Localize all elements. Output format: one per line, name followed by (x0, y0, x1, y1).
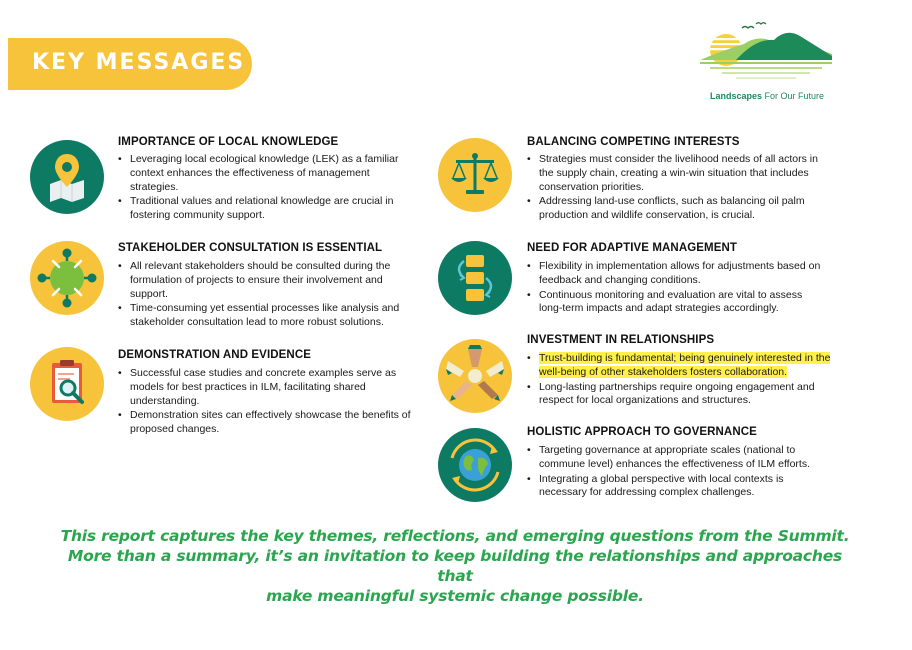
local-knowledge-bullets (118, 153, 414, 224)
map-pin-icon (30, 140, 104, 214)
list-item: • Continuous monitoring and evaluation are vital to assess long-term impacts and adapt strategies accordingly. (527, 289, 827, 317)
list-item: • Traditional values and relational knowledge are crucial in fostering community support. (118, 195, 414, 223)
joined-hands-icon (438, 339, 512, 413)
stakeholder-bullets (118, 260, 414, 331)
list-item (527, 352, 832, 380)
list-item: • Leveraging local ecological knowledge (LEK) as a familiar context enhances the effectiveness of management strategies. (118, 153, 414, 194)
list-item: • Long-lasting partnerships require ongoing engagement and respect for local organizations and structures. (527, 381, 832, 409)
stakeholder-icon-circle (30, 241, 104, 315)
adaptive-flow-icon (438, 241, 512, 315)
logo-brand-bold: Landscapes (709, 91, 762, 101)
closing-statement (60, 526, 850, 606)
demonstration-icon-circle (30, 347, 104, 421)
governance-icon-circle (438, 428, 512, 502)
list-item: • Targeting governance at appropriate scales (national to commune level) enhances the effectiveness of ILM efforts. (527, 444, 827, 472)
page-title: KEY MESSAGES (32, 50, 246, 75)
adaptive-bullets (527, 260, 827, 317)
closing-line-3: make meaningful systemic change possible. (266, 587, 644, 605)
logo-brand-rest: For Our Future (762, 91, 825, 101)
highlighted-text: Trust-building is fundamental; being genuinely interested in the well-being of other stakeholders fosters collaboration. (539, 352, 831, 378)
stakeholder-network-icon (30, 241, 104, 315)
relationships-bullets (527, 352, 832, 409)
local-knowledge-icon-circle (30, 140, 104, 214)
list-item: • Time-consuming yet essential processes like analysis and stakeholder consultation lead to more robust solutions. (118, 302, 414, 330)
balancing-icon-circle (438, 138, 512, 212)
demonstration-bullets (118, 367, 414, 438)
logo-caption (697, 91, 837, 101)
list-item: • Flexibility in implementation allows for adjustments based on feedback and changing conditions. (527, 260, 827, 288)
relationships-icon-circle (438, 339, 512, 413)
balancing-title: BALANCING COMPETING INTERESTS (527, 136, 740, 148)
demonstration-title: DEMONSTRATION AND EVIDENCE (118, 349, 311, 361)
globe-arrows-icon (438, 428, 512, 502)
key-messages-banner (8, 38, 252, 90)
adaptive-icon-circle (438, 241, 512, 315)
relationships-title: INVESTMENT IN RELATIONSHIPS (527, 334, 715, 346)
list-item: • Successful case studies and concrete examples serve as models for best practices in ILM, facilitating shared understanding. (118, 367, 414, 408)
governance-title: HOLISTIC APPROACH TO GOVERNANCE (527, 426, 757, 438)
adaptive-title: NEED FOR ADAPTIVE MANAGEMENT (527, 242, 738, 254)
list-item: • Strategies must consider the livelihood needs of all actors in the supply chain, creating a win-win situation that includes conservation priorities. (527, 153, 827, 194)
landscapes-logo-icon (696, 20, 836, 86)
governance-bullets (527, 444, 827, 501)
list-item: • Demonstration sites can effectively showcase the benefits of proposed changes. (118, 409, 414, 437)
closing-line-2: More than a summary, it’s an invitation to keep building the relationships and approaches that (67, 547, 843, 585)
stakeholder-title: STAKEHOLDER CONSULTATION IS ESSENTIAL (118, 242, 383, 254)
closing-line-1: This report captures the key themes, reflections, and emerging questions from the Summit. (60, 527, 850, 545)
list-item: • Integrating a global perspective with local contexts is necessary for addressing complex challenges. (527, 473, 827, 501)
landscapes-logo (696, 20, 836, 86)
clipboard-magnifier-icon (30, 347, 104, 421)
list-item: • All relevant stakeholders should be consulted during the formulation of projects to ensure their involvement and support. (118, 260, 414, 301)
balance-scale-icon (438, 138, 512, 212)
local-knowledge-title: IMPORTANCE OF LOCAL KNOWLEDGE (118, 136, 339, 148)
balancing-bullets (527, 153, 827, 224)
list-item: • Addressing land-use conflicts, such as balancing oil palm production and wildlife conservation, is crucial. (527, 195, 827, 223)
